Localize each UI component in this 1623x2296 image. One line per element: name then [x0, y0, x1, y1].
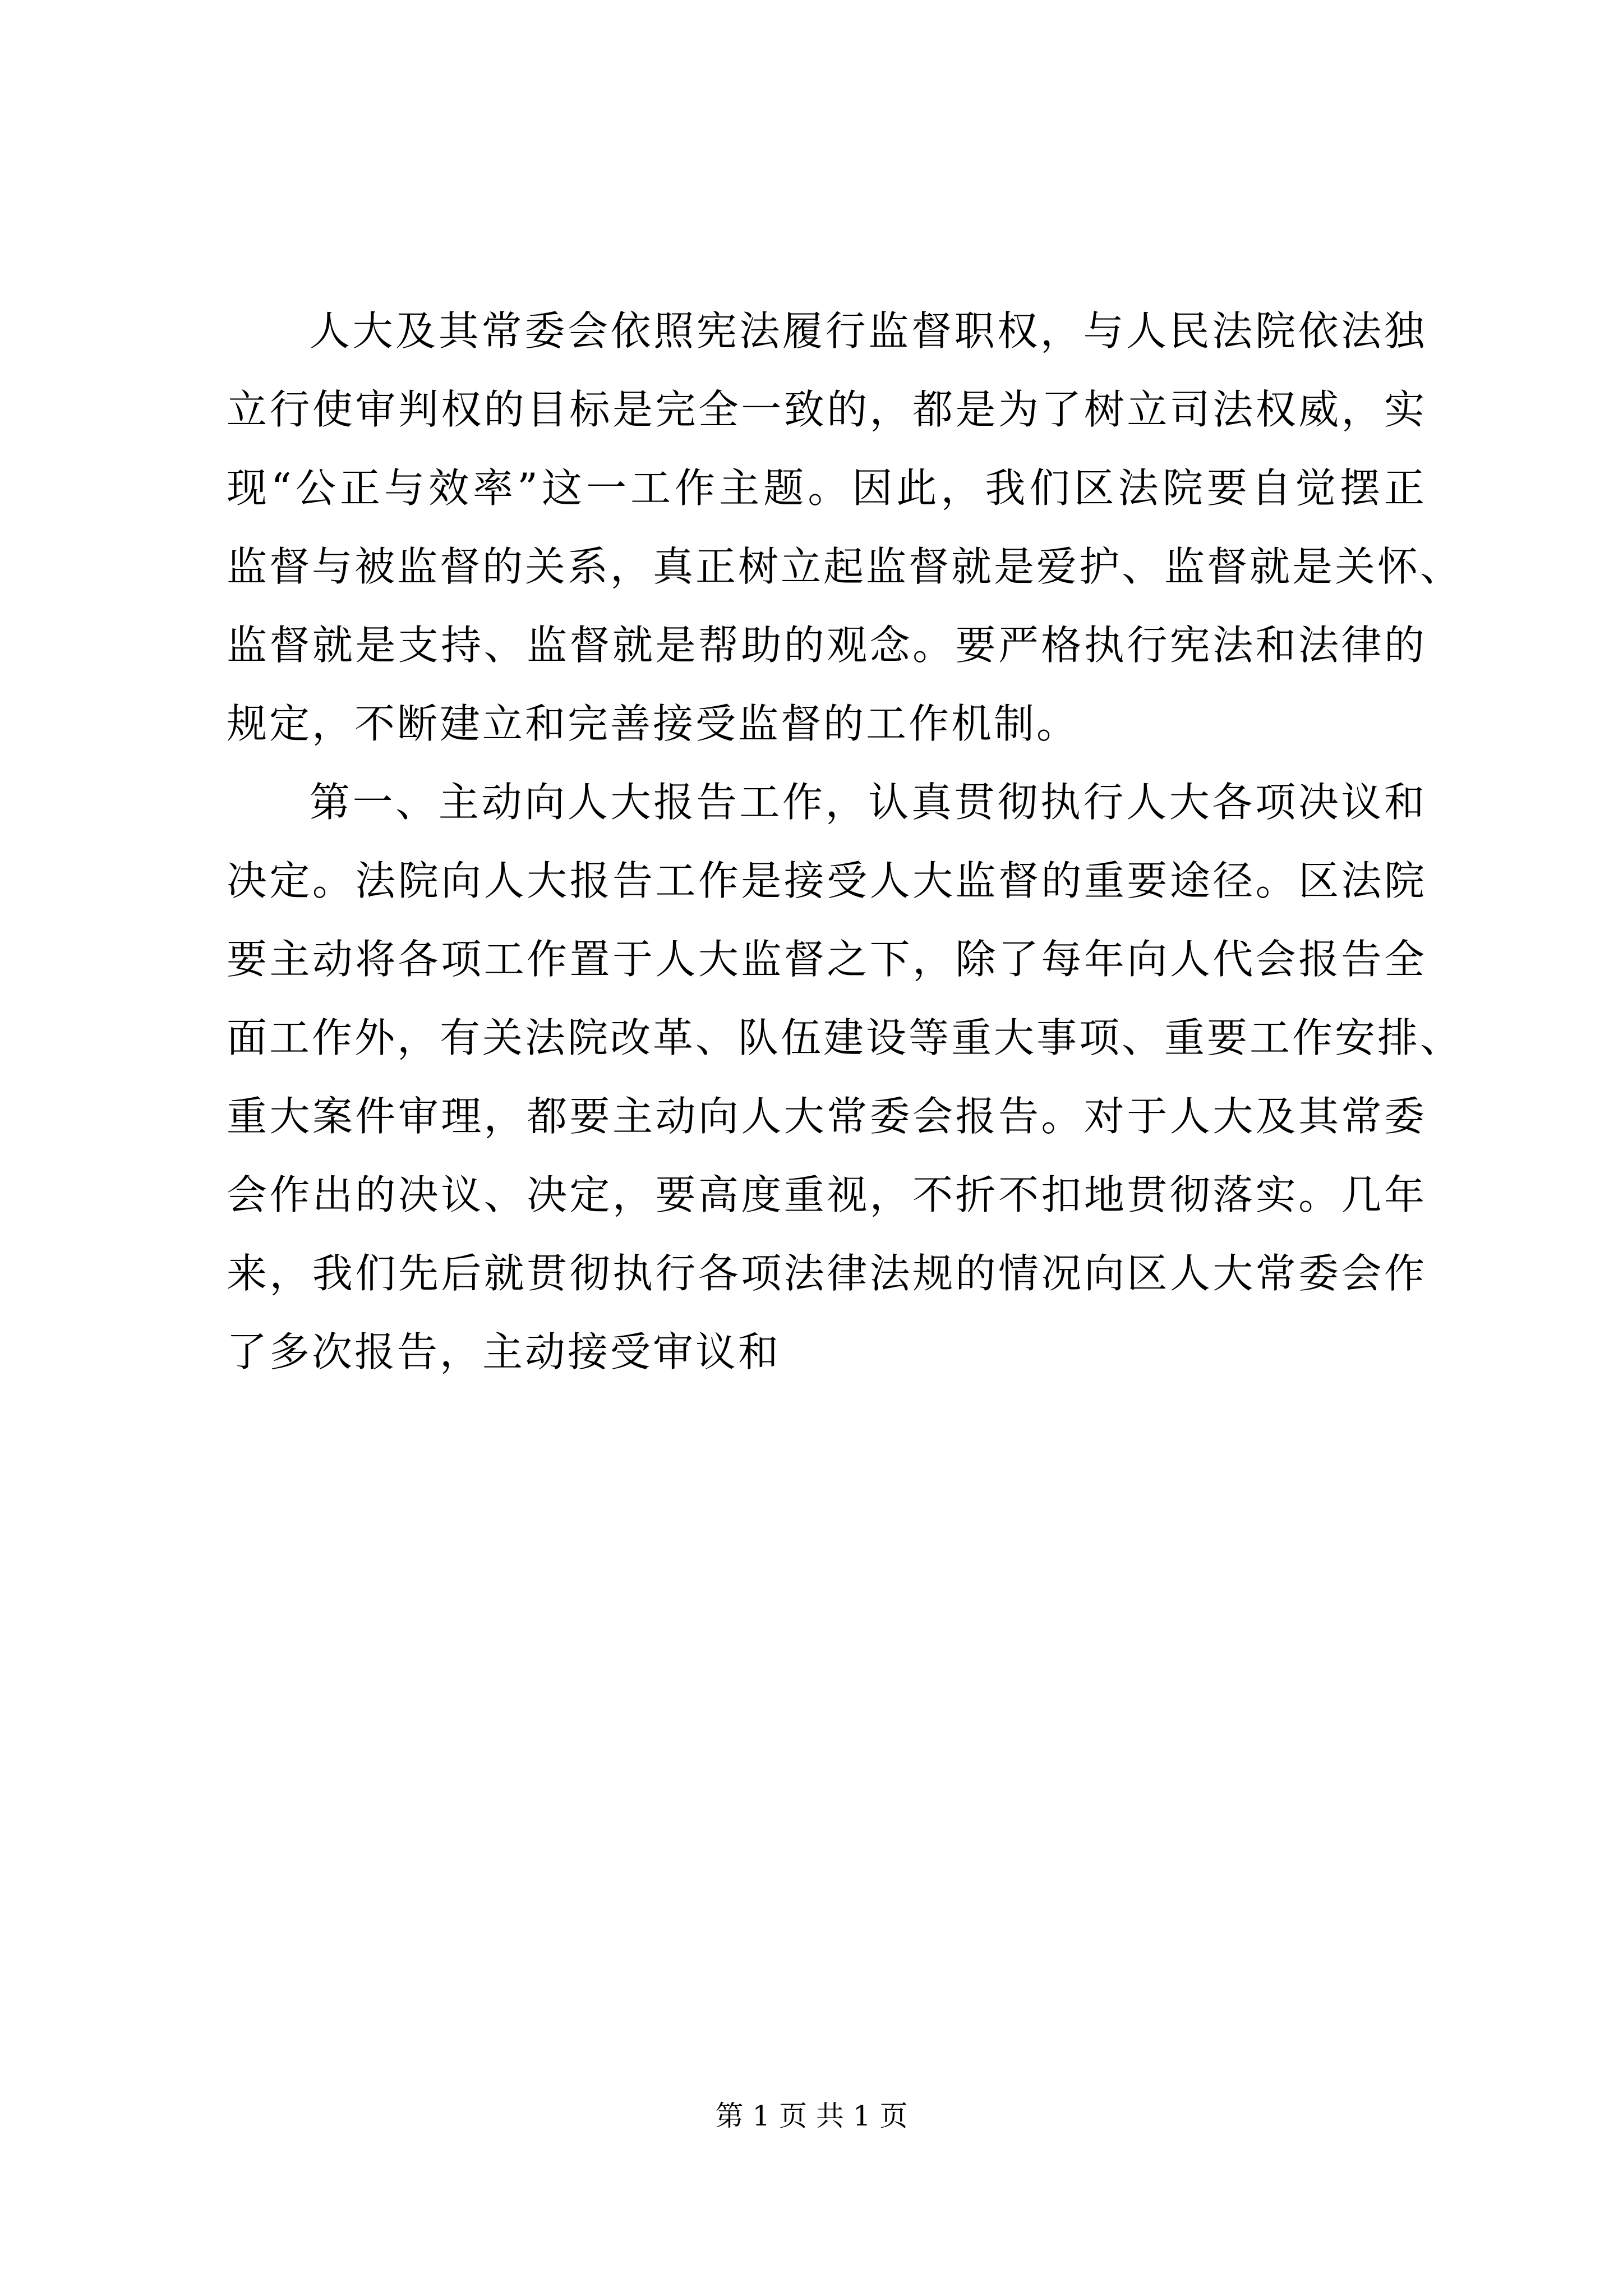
paragraph-line: 要主动将各项工作置于人大监督之下，除了每年向人代会报告全 — [227, 936, 1427, 983]
paragraph-line: 规定，不断建立和完善接受监督的工作机制。 — [227, 700, 1080, 747]
paragraph-line: 决定。法院向人大报告工作是接受人大监督的重要途径。区法院 — [227, 857, 1427, 904]
paragraph-line: 重大案件审理，都要主动向人大常委会报告。对于人大及其常委 — [227, 1093, 1427, 1140]
paragraph-line: 了多次报告，主动接受审议和 — [227, 1328, 781, 1375]
paragraph-line: 人大及其常委会依照宪法履行监督职权，与人民法院依法独 — [310, 307, 1427, 355]
paragraph-2 — [227, 763, 1463, 1391]
paragraph-line: 现“公正与效率”这一工作主题。因此，我们区法院要自觉摆正 — [227, 464, 1427, 512]
paragraph-line: 监督与被监督的关系，真正树立起监督就是爱护、监督就是关怀、 — [227, 543, 1463, 590]
paragraph-line: 面工作外，有关法院改革、队伍建设等重大事项、重要工作安排、 — [227, 1014, 1463, 1061]
paragraph-1 — [227, 292, 1463, 763]
page-number-footer: 第 1 页 共 1 页 — [715, 2100, 908, 2132]
paragraph-line: 第一、主动向人大报告工作，认真贯彻执行人大各项决议和 — [310, 779, 1427, 826]
paragraph-line: 来，我们先后就贯彻执行各项法律法规的情况向区人大常委会作 — [227, 1250, 1427, 1297]
paragraph-line: 监督就是支持、监督就是帮助的观念。要严格执行宪法和法律的 — [227, 622, 1427, 669]
document-body — [227, 292, 1463, 1391]
paragraph-line: 立行使审判权的目标是完全一致的，都是为了树立司法权威，实 — [227, 386, 1427, 433]
paragraph-line: 会作出的决议、决定，要高度重视，不折不扣地贯彻落实。几年 — [227, 1171, 1427, 1218]
